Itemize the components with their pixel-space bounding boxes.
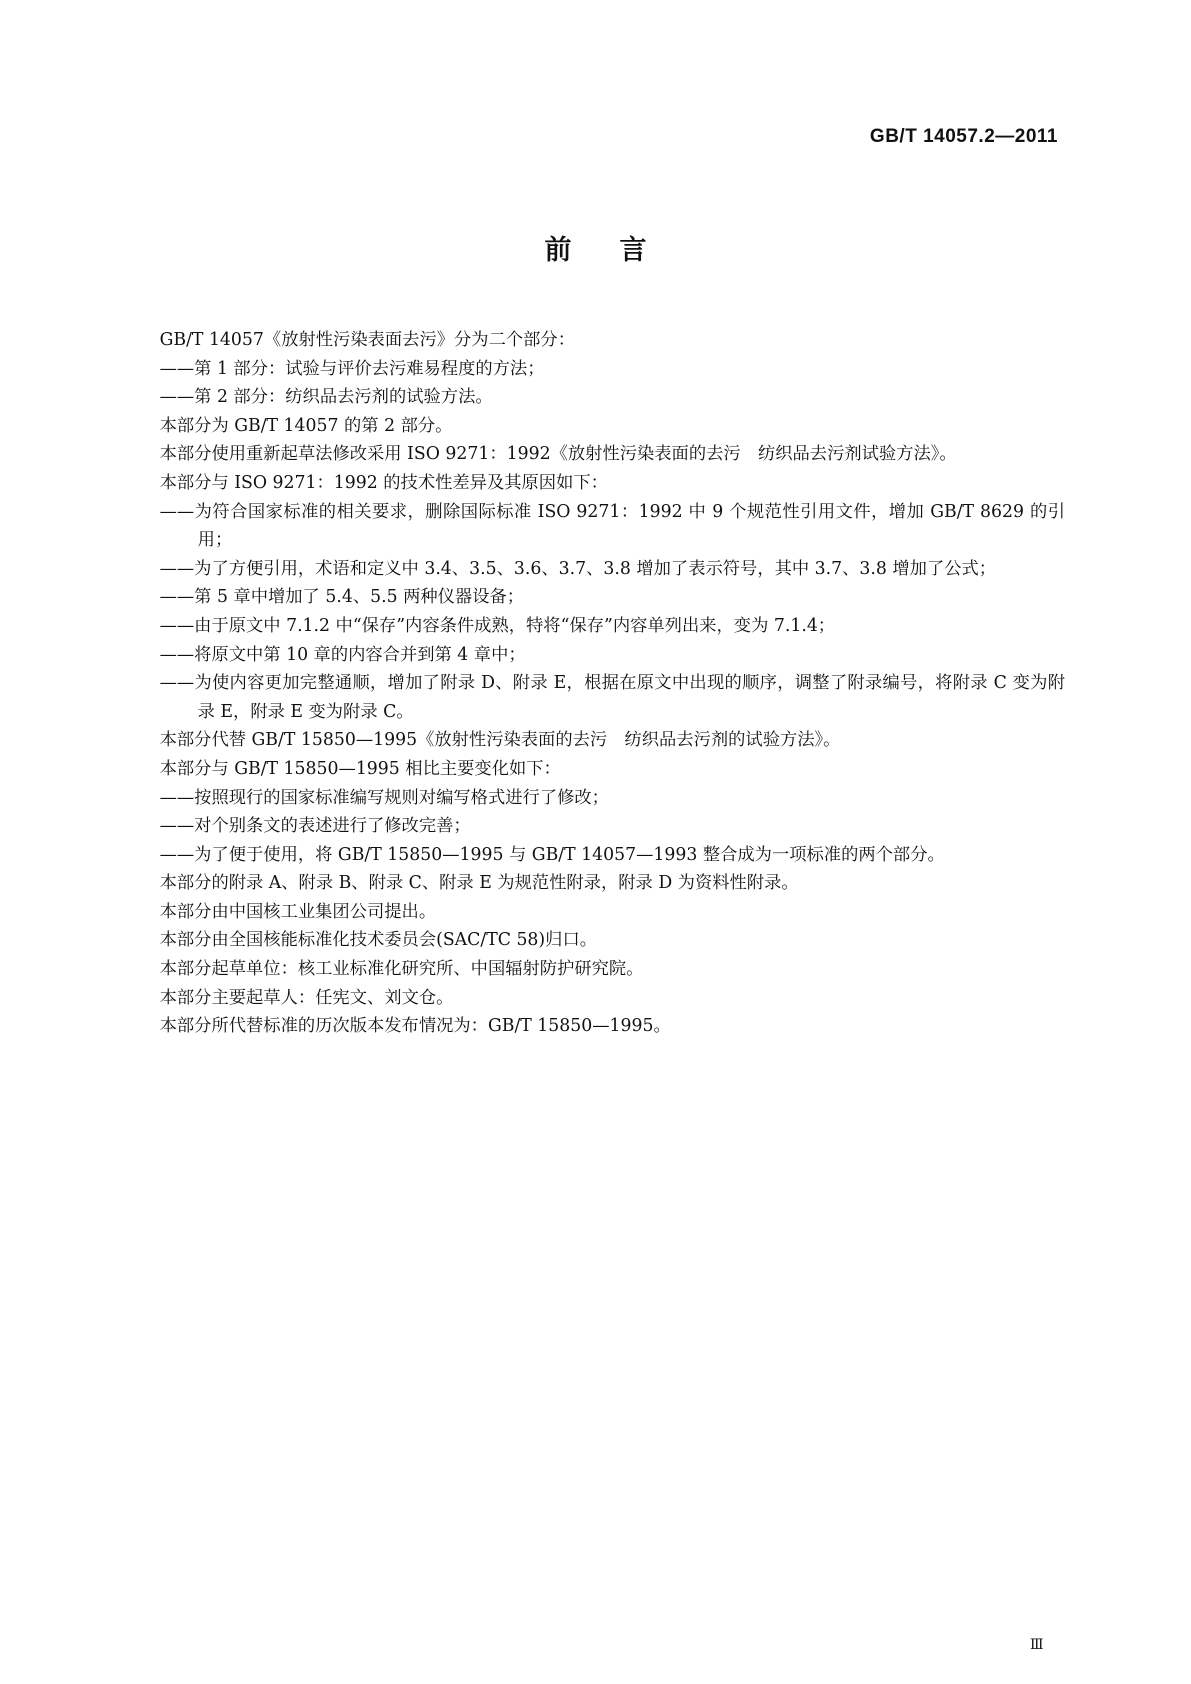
- page-title: 前言: [544, 235, 695, 266]
- paragraph: 本部分与 GB/T 15850—1995 相比主要变化如下：: [159, 758, 561, 779]
- paragraph: GB/T 14057《放射性污染表面去污》分为二个部分：: [159, 330, 575, 350]
- list-item: ——对个别条文的表述进行了修改完善；: [159, 816, 471, 837]
- paragraph: 本部分起草单位：核工业标准化研究所、中国辐射防护研究院。: [159, 959, 644, 980]
- list-item: ——由于原文中 7.1.2 中“保存”内容条件成熟，特将“保存”内容单列出来，变为 7.1.4；: [159, 615, 836, 636]
- paragraph: 本部分的附录 A、附录 B、附录 C、附录 E 为规范性附录，附录 D 为资料性附录。: [159, 873, 799, 894]
- list-item: ——按照现行的国家标准编写规则对编写格式进行了修改；: [159, 787, 609, 808]
- paragraph: 本部分使用重新起草法修改采用 ISO 9271：1992《放射性污染表面的去污 纺织品去污剂试验方法》。: [159, 444, 957, 465]
- paragraph: 本部分为 GB/T 14057 的第 2 部分。: [159, 415, 453, 436]
- list-item: ——第 1 部分：试验与评价去污难易程度的方法；: [159, 358, 545, 379]
- paragraph: 本部分代替 GB/T 15850—1995《放射性污染表面的去污 纺织品去污剂的试验方法》。: [159, 730, 841, 751]
- list-item: ——将原文中第 10 章的内容合并到第 4 章中；: [159, 644, 526, 665]
- list-item: ——为符合国家标准的相关要求，删除国际标准 ISO 9271：1992 中 9 个规范性引用文件，增加 GB/T 8629 的引用；: [159, 501, 1065, 551]
- standard-number: GB/T 14057.2—2011: [869, 126, 1058, 147]
- list-item: ——为使内容更加完整通顺，增加了附录 D、附录 E，根据在原文中出现的顺序，调整了附录编号，将附录 C 变为附录 E，附录 E 变为附录 C。: [159, 673, 1065, 722]
- paragraph: 本部分由中国核工业集团公司提出。: [159, 901, 437, 922]
- paragraph: 本部分与 ISO 9271：1992 的技术性差异及其原因如下：: [159, 472, 608, 493]
- list-item: ——第 2 部分：纺织品去污剂的试验方法。: [159, 387, 493, 408]
- paragraph: 本部分主要起草人：任宪文、刘文仓。: [159, 987, 454, 1008]
- page-number: Ⅲ: [1030, 1637, 1043, 1653]
- paragraph: 本部分所代替标准的历次版本发布情况为：GB/T 15850—1995。: [159, 1016, 671, 1037]
- list-item: ——为了方便引用，术语和定义中 3.4、3.5、3.6、3.7、3.8 增加了表示符号，其中 3.7、3.8 增加了公式；: [159, 558, 997, 579]
- foreword-body: [125, 326, 1065, 1041]
- paragraph: 本部分由全国核能标准化技术委员会(SAC/TC 58)归口。: [159, 930, 598, 951]
- list-item: ——为了便于使用，将 GB/T 15850—1995 与 GB/T 14057—1993 整合成为一项标准的两个部分。: [159, 844, 945, 865]
- list-item: ——第 5 章中增加了 5.4、5.5 两种仪器设备；: [159, 587, 525, 608]
